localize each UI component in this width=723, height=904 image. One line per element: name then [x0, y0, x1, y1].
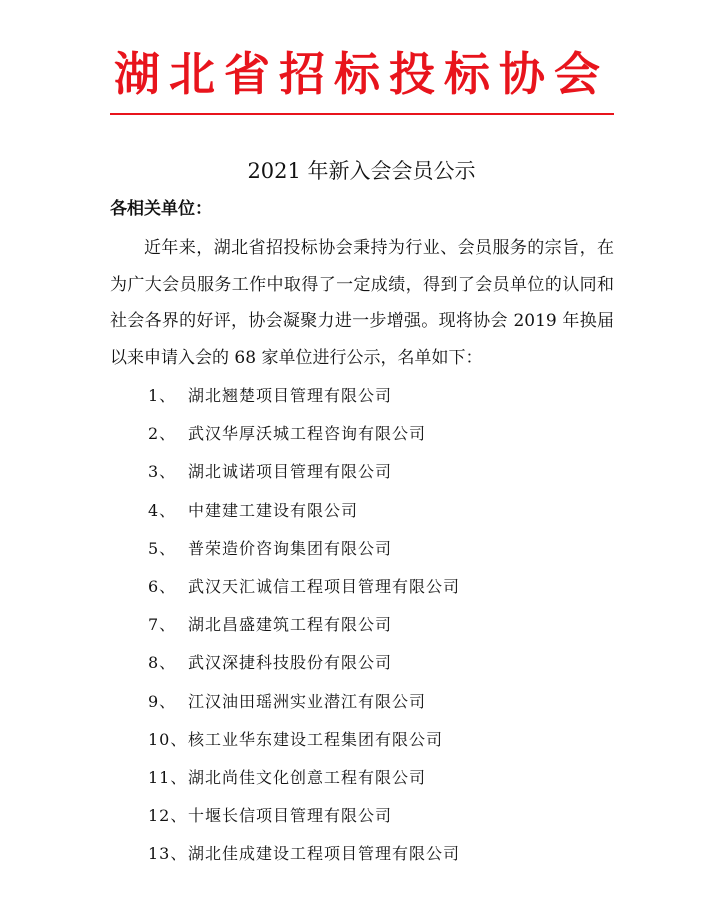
list-item-number: 2、: [148, 424, 177, 444]
list-item: [148, 572, 460, 610]
list-item: [148, 801, 460, 839]
list-item-name: 中建建工建设有限公司: [188, 500, 359, 520]
list-item-name: 武汉深捷科技股份有限公司: [188, 653, 393, 673]
list-item-name: 普荣造价咨询集团有限公司: [188, 538, 393, 558]
list-item-name: 湖北昌盛建筑工程有限公司: [188, 615, 393, 635]
list-item-number: 13、: [148, 844, 188, 864]
list-item-name: 湖北佳成建设工程项目管理有限公司: [188, 844, 461, 864]
list-item-number: 11、: [148, 767, 188, 787]
list-item: [148, 496, 460, 534]
list-item: [148, 839, 460, 877]
list-item: [148, 419, 460, 457]
list-item-name: 湖北翘楚项目管理有限公司: [188, 386, 393, 405]
salutation: 各相关单位：: [110, 199, 212, 219]
list-item: [148, 534, 460, 572]
list-item: [148, 610, 460, 648]
list-item-name: 湖北尚佳文化创意工程有限公司: [188, 767, 427, 787]
list-item-name: 武汉华厚沃城工程咨询有限公司: [188, 424, 427, 444]
list-item-number: 1、: [148, 386, 177, 405]
org-letterhead-title: 湖北省招标投标协会: [114, 47, 609, 101]
body-paragraph: 近年来，湖北省招投标协会秉持为行业、会员服务的宗旨，在为广大会员服务工作中取得了一定成绩，得到了会员单位的认同和社会各界的好评，协会凝聚力进一步增强。现将协会 2019 年换届以来申请入会的 68 家单位进行公示，名单如下：: [110, 238, 614, 368]
list-item-name: 武汉天汇诚信工程项目管理有限公司: [188, 576, 461, 596]
list-item-number: 6、: [148, 576, 177, 596]
list-item: [148, 648, 460, 686]
list-item-name: 十堰长信项目管理有限公司: [188, 806, 393, 826]
list-item-name: 核工业华东建设工程集团有限公司: [188, 729, 444, 749]
list-item-number: 3、: [148, 462, 177, 482]
list-item-number: 7、: [148, 615, 177, 635]
list-item-number: 9、: [148, 691, 177, 711]
list-item: [148, 457, 460, 495]
list-item-name: 湖北诚诺项目管理有限公司: [188, 462, 393, 482]
list-item: [148, 725, 460, 763]
list-item: [148, 763, 460, 801]
list-item-number: 5、: [148, 538, 177, 558]
member-list: [148, 381, 460, 877]
list-item: [148, 381, 460, 419]
list-item-number: 10、: [148, 729, 188, 749]
list-item-name: 江汉油田瑶洲实业潜江有限公司: [188, 691, 427, 711]
list-item-number: 12、: [148, 806, 188, 826]
list-item-number: 4、: [148, 500, 177, 520]
document-title: 2021 年新入会会员公示: [247, 159, 476, 183]
letterhead-divider: [110, 113, 614, 115]
list-item: [148, 687, 460, 725]
list-item-number: 8、: [148, 653, 177, 673]
